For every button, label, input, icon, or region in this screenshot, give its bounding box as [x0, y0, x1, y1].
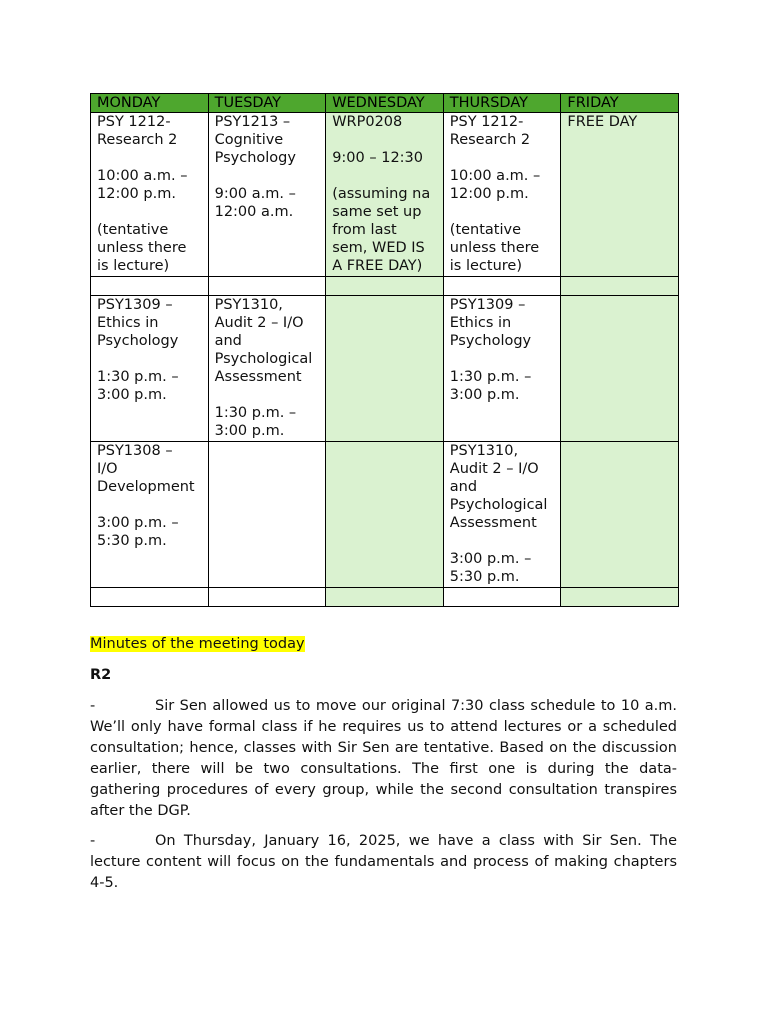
table-cell: PSY1309 – Ethics in Psychology 1:30 p.m. – 3:00 p.m. [443, 296, 561, 442]
table-row [91, 588, 679, 607]
table-cell: PSY1213 – Cognitive Psychology 9:00 a.m. – 12:00 a.m. [208, 113, 326, 277]
table-cell [91, 588, 209, 607]
table-cell: FREE DAY [561, 113, 679, 277]
table-cell: PSY1310, Audit 2 – I/O and Psychological Assessment 1:30 p.m. – 3:00 p.m. [208, 296, 326, 442]
bullet-text: On Thursday, January 16, 2025, we have a class with Sir Sen. The lecture content will focus on the fundamentals and process of making chapters 4-5. [90, 833, 677, 891]
bullet-text: Sir Sen allowed us to move our original 7:30 class schedule to 10 a.m. We’ll only have formal class if he requires us to attend lectures or a scheduled consultation; hence, classes with Sir Sen are tentative. Based on the discussion earlier, there will be two consultations. The first one is during the data-gathering procedures of every group, while the second consultation transpires after the DGP. [90, 698, 677, 819]
table-row [91, 296, 679, 442]
table-cell [561, 442, 679, 588]
table-cell [208, 277, 326, 296]
minutes-heading-text: Minutes of the meeting today [90, 636, 305, 652]
table-cell: PSY 1212- Research 2 10:00 a.m. – 12:00 p.m. (tentative unless there is lecture) [443, 113, 561, 277]
header-monday: MONDAY [91, 94, 209, 113]
table-cell [443, 588, 561, 607]
minutes-bullet [90, 696, 677, 822]
bullet-marker: - [90, 833, 96, 849]
header-thursday: THURSDAY [443, 94, 561, 113]
bullet-marker: - [90, 698, 96, 714]
table-cell [561, 296, 679, 442]
section-label: R2 [90, 667, 112, 683]
table-row [91, 113, 679, 277]
table-cell: PSY1308 – I/O Development 3:00 p.m. – 5:30 p.m. [91, 442, 209, 588]
table-cell [561, 277, 679, 296]
table-cell [208, 588, 326, 607]
table-header-row [91, 94, 679, 113]
table-row [91, 442, 679, 588]
table-cell [326, 277, 444, 296]
table-cell: PSY1310, Audit 2 – I/O and Psychological Assessment 3:00 p.m. – 5:30 p.m. [443, 442, 561, 588]
header-friday: FRIDAY [561, 94, 679, 113]
table-cell [443, 277, 561, 296]
table-cell [91, 277, 209, 296]
table-row [91, 277, 679, 296]
header-tuesday: TUESDAY [208, 94, 326, 113]
table-cell [208, 442, 326, 588]
table-cell [561, 588, 679, 607]
minutes-heading [90, 634, 677, 655]
header-wednesday: WEDNESDAY [326, 94, 444, 113]
table-cell: PSY1309 – Ethics in Psychology 1:30 p.m. – 3:00 p.m. [91, 296, 209, 442]
table-cell [326, 442, 444, 588]
table-cell [326, 588, 444, 607]
table-cell [326, 296, 444, 442]
minutes-bullet [90, 831, 677, 894]
schedule-table [90, 93, 679, 607]
table-cell: PSY 1212- Research 2 10:00 a.m. – 12:00 p.m. (tentative unless there is lecture) [91, 113, 209, 277]
table-cell: WRP0208 9:00 – 12:30 (assuming na same set up from last sem, WED IS A FREE DAY) [326, 113, 444, 277]
